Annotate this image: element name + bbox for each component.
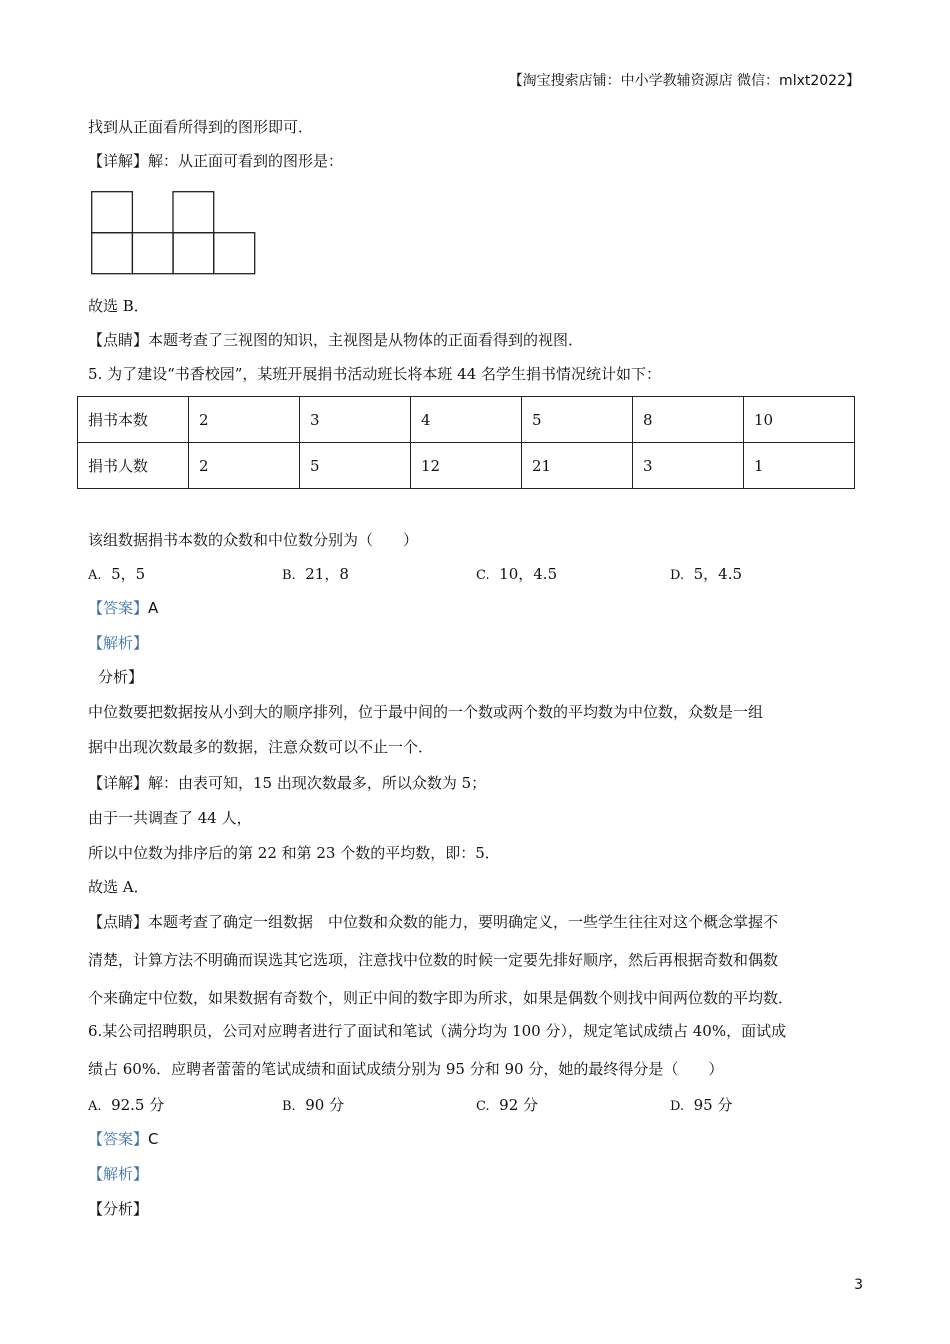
figure-cell [214, 233, 255, 274]
q5-answer [88, 598, 158, 618]
q5-analysis-line2: 据中出现次数最多的数据，注意众数可以不止一个． [88, 738, 434, 756]
option-text: 5，5 [111, 565, 146, 583]
donation-table [77, 396, 855, 489]
option-letter: D. [670, 1099, 685, 1114]
option-letter: B. [282, 1099, 296, 1114]
q6-stem-line1: 6.某公司招聘职员，公司对应聘者进行了面试和笔试（满分均为 100 分），规定笔试成绩占 40%，面试成 [88, 1022, 787, 1040]
table-cell: 5 [522, 397, 633, 443]
q6-analysis-label: 【解析】 [88, 1165, 149, 1183]
q5-question: 该组数据捐书本数的众数和中位数分别为（ ） [88, 531, 419, 549]
option-text: 92 分 [499, 1096, 539, 1114]
option-text: 90 分 [305, 1096, 345, 1114]
option-letter: C. [476, 1099, 490, 1114]
q5-stem: 5. 为了建设“书香校园”，某班开展捐书活动班长将本班 44 名学生捐书情况统计如下： [88, 365, 662, 383]
option-letter: D. [670, 568, 685, 583]
answer-label: 【答案】 [88, 1130, 149, 1148]
q5-detail-line3: 所以中位数为排序后的第 22 和第 23 个数的平均数，即：5． [88, 844, 500, 862]
q5-choice: 故选 A． [88, 878, 149, 896]
q5-analysis-head: 分析】 [98, 668, 144, 686]
table-cell: 12 [411, 443, 522, 489]
answer-value: A [148, 599, 159, 617]
table-cell: 4 [411, 397, 522, 443]
q5-option-c [476, 564, 557, 586]
q5-detail-line2: 由于一共调查了 44 人， [88, 809, 252, 827]
option-letter: B. [282, 568, 296, 583]
answer-value: C [148, 1130, 159, 1148]
option-text: 21，8 [305, 565, 349, 583]
q6-analysis-head: 【分析】 [88, 1200, 149, 1218]
prev-comment: 【点睛】本题考查了三视图的知识，主视图是从物体的正面看得到的视图． [88, 331, 584, 349]
q6-option-b [282, 1095, 344, 1117]
table-cell: 10 [744, 397, 855, 443]
table-cell: 捐书人数 [78, 443, 189, 489]
figure-cell [92, 192, 133, 233]
option-text: 10，4.5 [499, 565, 558, 583]
q5-option-d [670, 564, 742, 586]
q6-answer [88, 1129, 159, 1149]
figure-cell [173, 192, 214, 233]
q6-option-c [476, 1095, 538, 1117]
table-cell: 2 [189, 397, 300, 443]
answer-label: 【答案】 [88, 599, 149, 617]
figure-cell [173, 233, 214, 274]
option-letter: A. [88, 568, 102, 583]
prev-choice: 故选 B． [88, 297, 149, 315]
table-row [78, 397, 855, 443]
table-cell: 3 [633, 443, 744, 489]
q5-comment-line2: 清楚，计算方法不明确而误选其它选项，注意找中位数的时候一定要先排好顺序，然后再根据奇数和偶数 [88, 951, 779, 969]
table-cell: 1 [744, 443, 855, 489]
q5-analysis-label: 【解析】 [88, 634, 149, 652]
option-text: 95 分 [693, 1096, 733, 1114]
q5-detail-line1: 【详解】解：由表可知，15 出现次数最多，所以众数为 5； [88, 774, 487, 792]
page-number: 3 [854, 1277, 863, 1293]
watermark-header: 【淘宝搜索店铺：中小学教辅资源店 微信：mlxt2022】 [508, 73, 860, 89]
table-row [78, 443, 855, 489]
prev-hint: 找到从正面看所得到的图形即可． [88, 118, 314, 136]
table-cell: 5 [300, 443, 411, 489]
q5-option-a [88, 564, 145, 586]
q5-comment-line1: 【点睛】本题考查了确定一组数据 中位数和众数的能力，要明确定义，一些学生往往对这个概念掌握不 [88, 913, 779, 931]
figure-cell [92, 233, 133, 274]
option-text: 92.5 分 [111, 1096, 165, 1114]
q5-comment-line3: 个来确定中位数，如果数据有奇数个，则正中间的数字即为所求，如果是偶数个则找中间两位数的平均数． [88, 989, 794, 1007]
table-cell: 8 [633, 397, 744, 443]
q6-option-d [670, 1095, 733, 1117]
table-cell: 捐书本数 [78, 397, 189, 443]
option-letter: A. [88, 1099, 102, 1114]
option-text: 5，4.5 [693, 565, 743, 583]
q5-option-b [282, 564, 349, 586]
table-cell: 21 [522, 443, 633, 489]
q5-analysis-line1: 中位数要把数据按从小到大的顺序排列，位于最中间的一个数或两个数的平均数为中位数，众数是一组 [88, 703, 764, 721]
figure-cell [132, 233, 173, 274]
table-cell: 3 [300, 397, 411, 443]
q6-option-a [88, 1095, 164, 1117]
prev-detail: 【详解】解：从正面可看到的图形是： [88, 152, 344, 170]
front-view-figure [91, 191, 256, 275]
table-cell: 2 [189, 443, 300, 489]
option-letter: C. [476, 568, 490, 583]
q6-stem-line2: 绩占 60%．应聘者蕾蕾的笔试成绩和面试成绩分别为 95 分和 90 分，她的最终得分是（ ） [88, 1060, 724, 1078]
